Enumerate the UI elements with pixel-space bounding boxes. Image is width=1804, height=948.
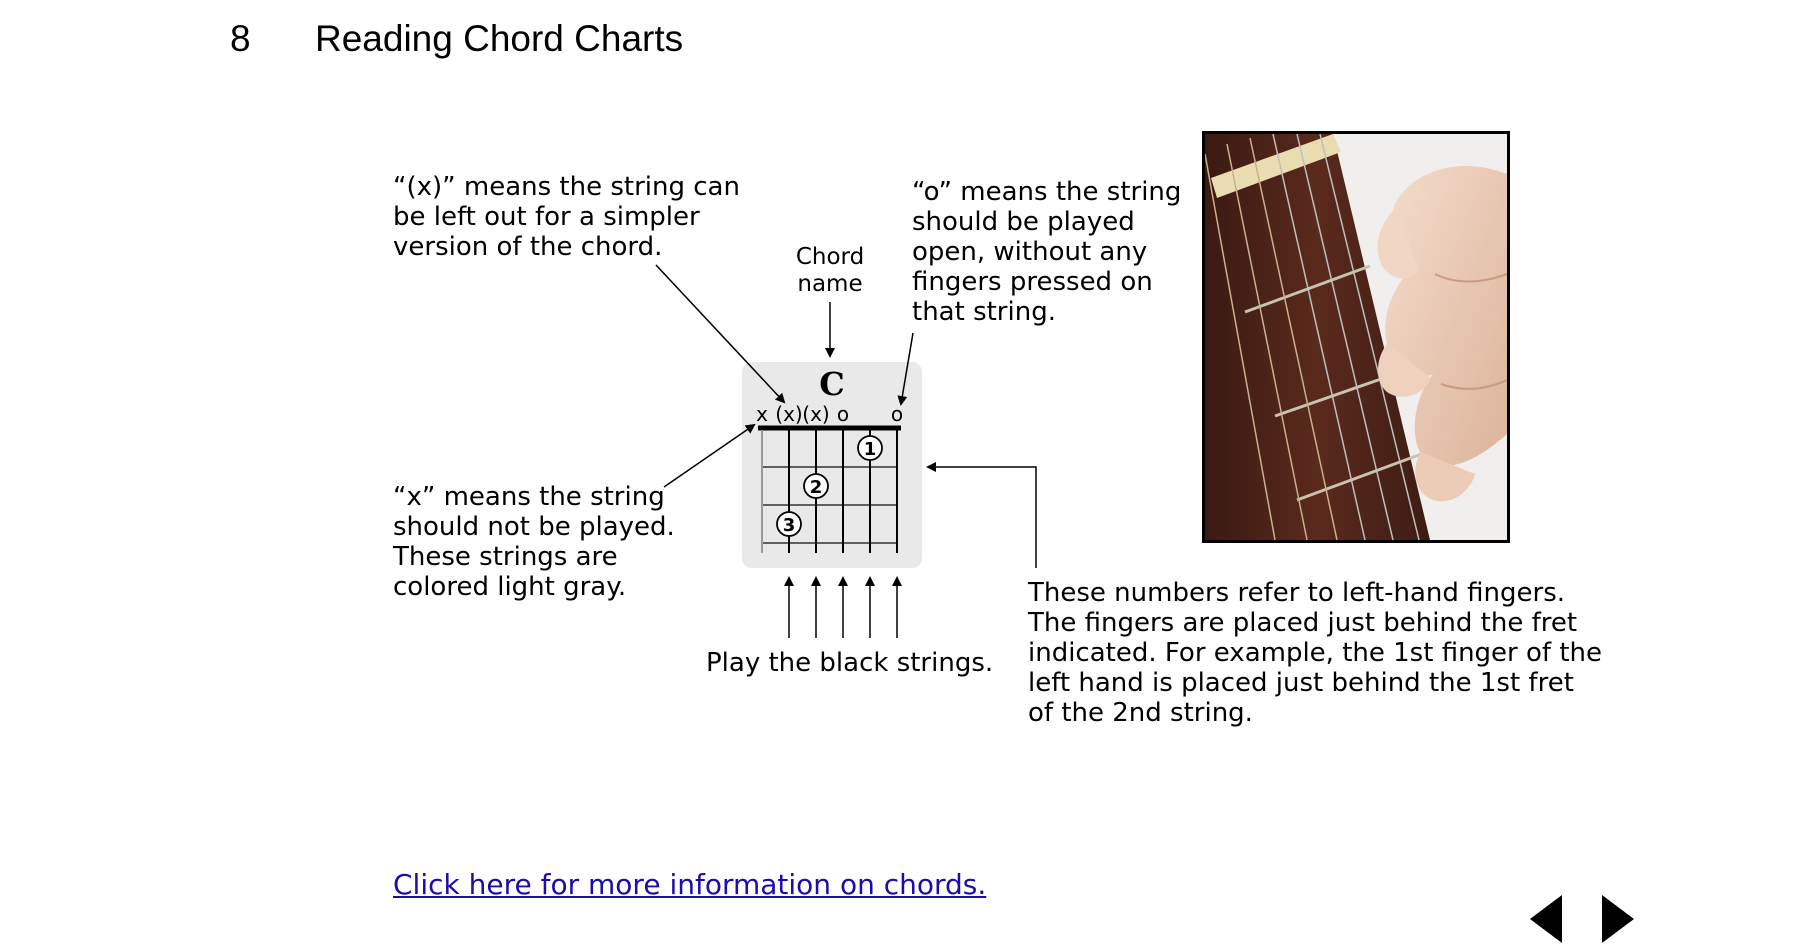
- page-number: 8: [230, 18, 251, 59]
- x-note: “x” means the string should not be played. These strings are colored light gray.: [393, 482, 675, 602]
- arrow-open: [901, 333, 913, 404]
- string-marker-1: x: [756, 402, 768, 426]
- string-marker-4: o: [836, 402, 850, 426]
- page-title: Reading Chord Charts: [315, 18, 684, 59]
- fingers-note: These numbers refer to left-hand fingers. The fingers are placed just behind the fret indicated. For example, the 1st finger of the left hand is placed just behind the 1st fret of the 2nd string.: [1028, 578, 1602, 728]
- finger-label-2: 2: [809, 477, 823, 498]
- triangle-left-icon: [1530, 895, 1562, 943]
- arrow-x: [664, 425, 754, 487]
- next-page-button[interactable]: [1600, 893, 1636, 945]
- arrow-fingers: [928, 467, 1036, 568]
- play-black-strings-label: Play the black strings.: [706, 648, 994, 678]
- finger-label-3: 3: [782, 515, 796, 536]
- more-chords-info-link[interactable]: Click here for more information on chords.: [393, 868, 987, 901]
- prev-page-button[interactable]: [1528, 893, 1564, 945]
- paren-x-note: “(x)” means the string can be left out for a simpler version of the chord.: [393, 172, 740, 262]
- string-marker-6: o: [890, 402, 904, 426]
- string-marker-3: (x): [802, 402, 830, 426]
- guitar-hand-photo-art: [1205, 134, 1507, 540]
- open-string-note: “o” means the string should be played open, without any fingers pressed on that string.: [912, 177, 1182, 327]
- finger-label-1: 1: [863, 439, 877, 460]
- triangle-right-icon: [1602, 895, 1634, 943]
- chord-name: C: [819, 365, 845, 403]
- chord-name-label: Chord name: [795, 244, 865, 297]
- string-marker-2: (x): [775, 402, 803, 426]
- guitar-hand-photo: [1202, 131, 1510, 543]
- arrow-paren-x: [656, 265, 784, 402]
